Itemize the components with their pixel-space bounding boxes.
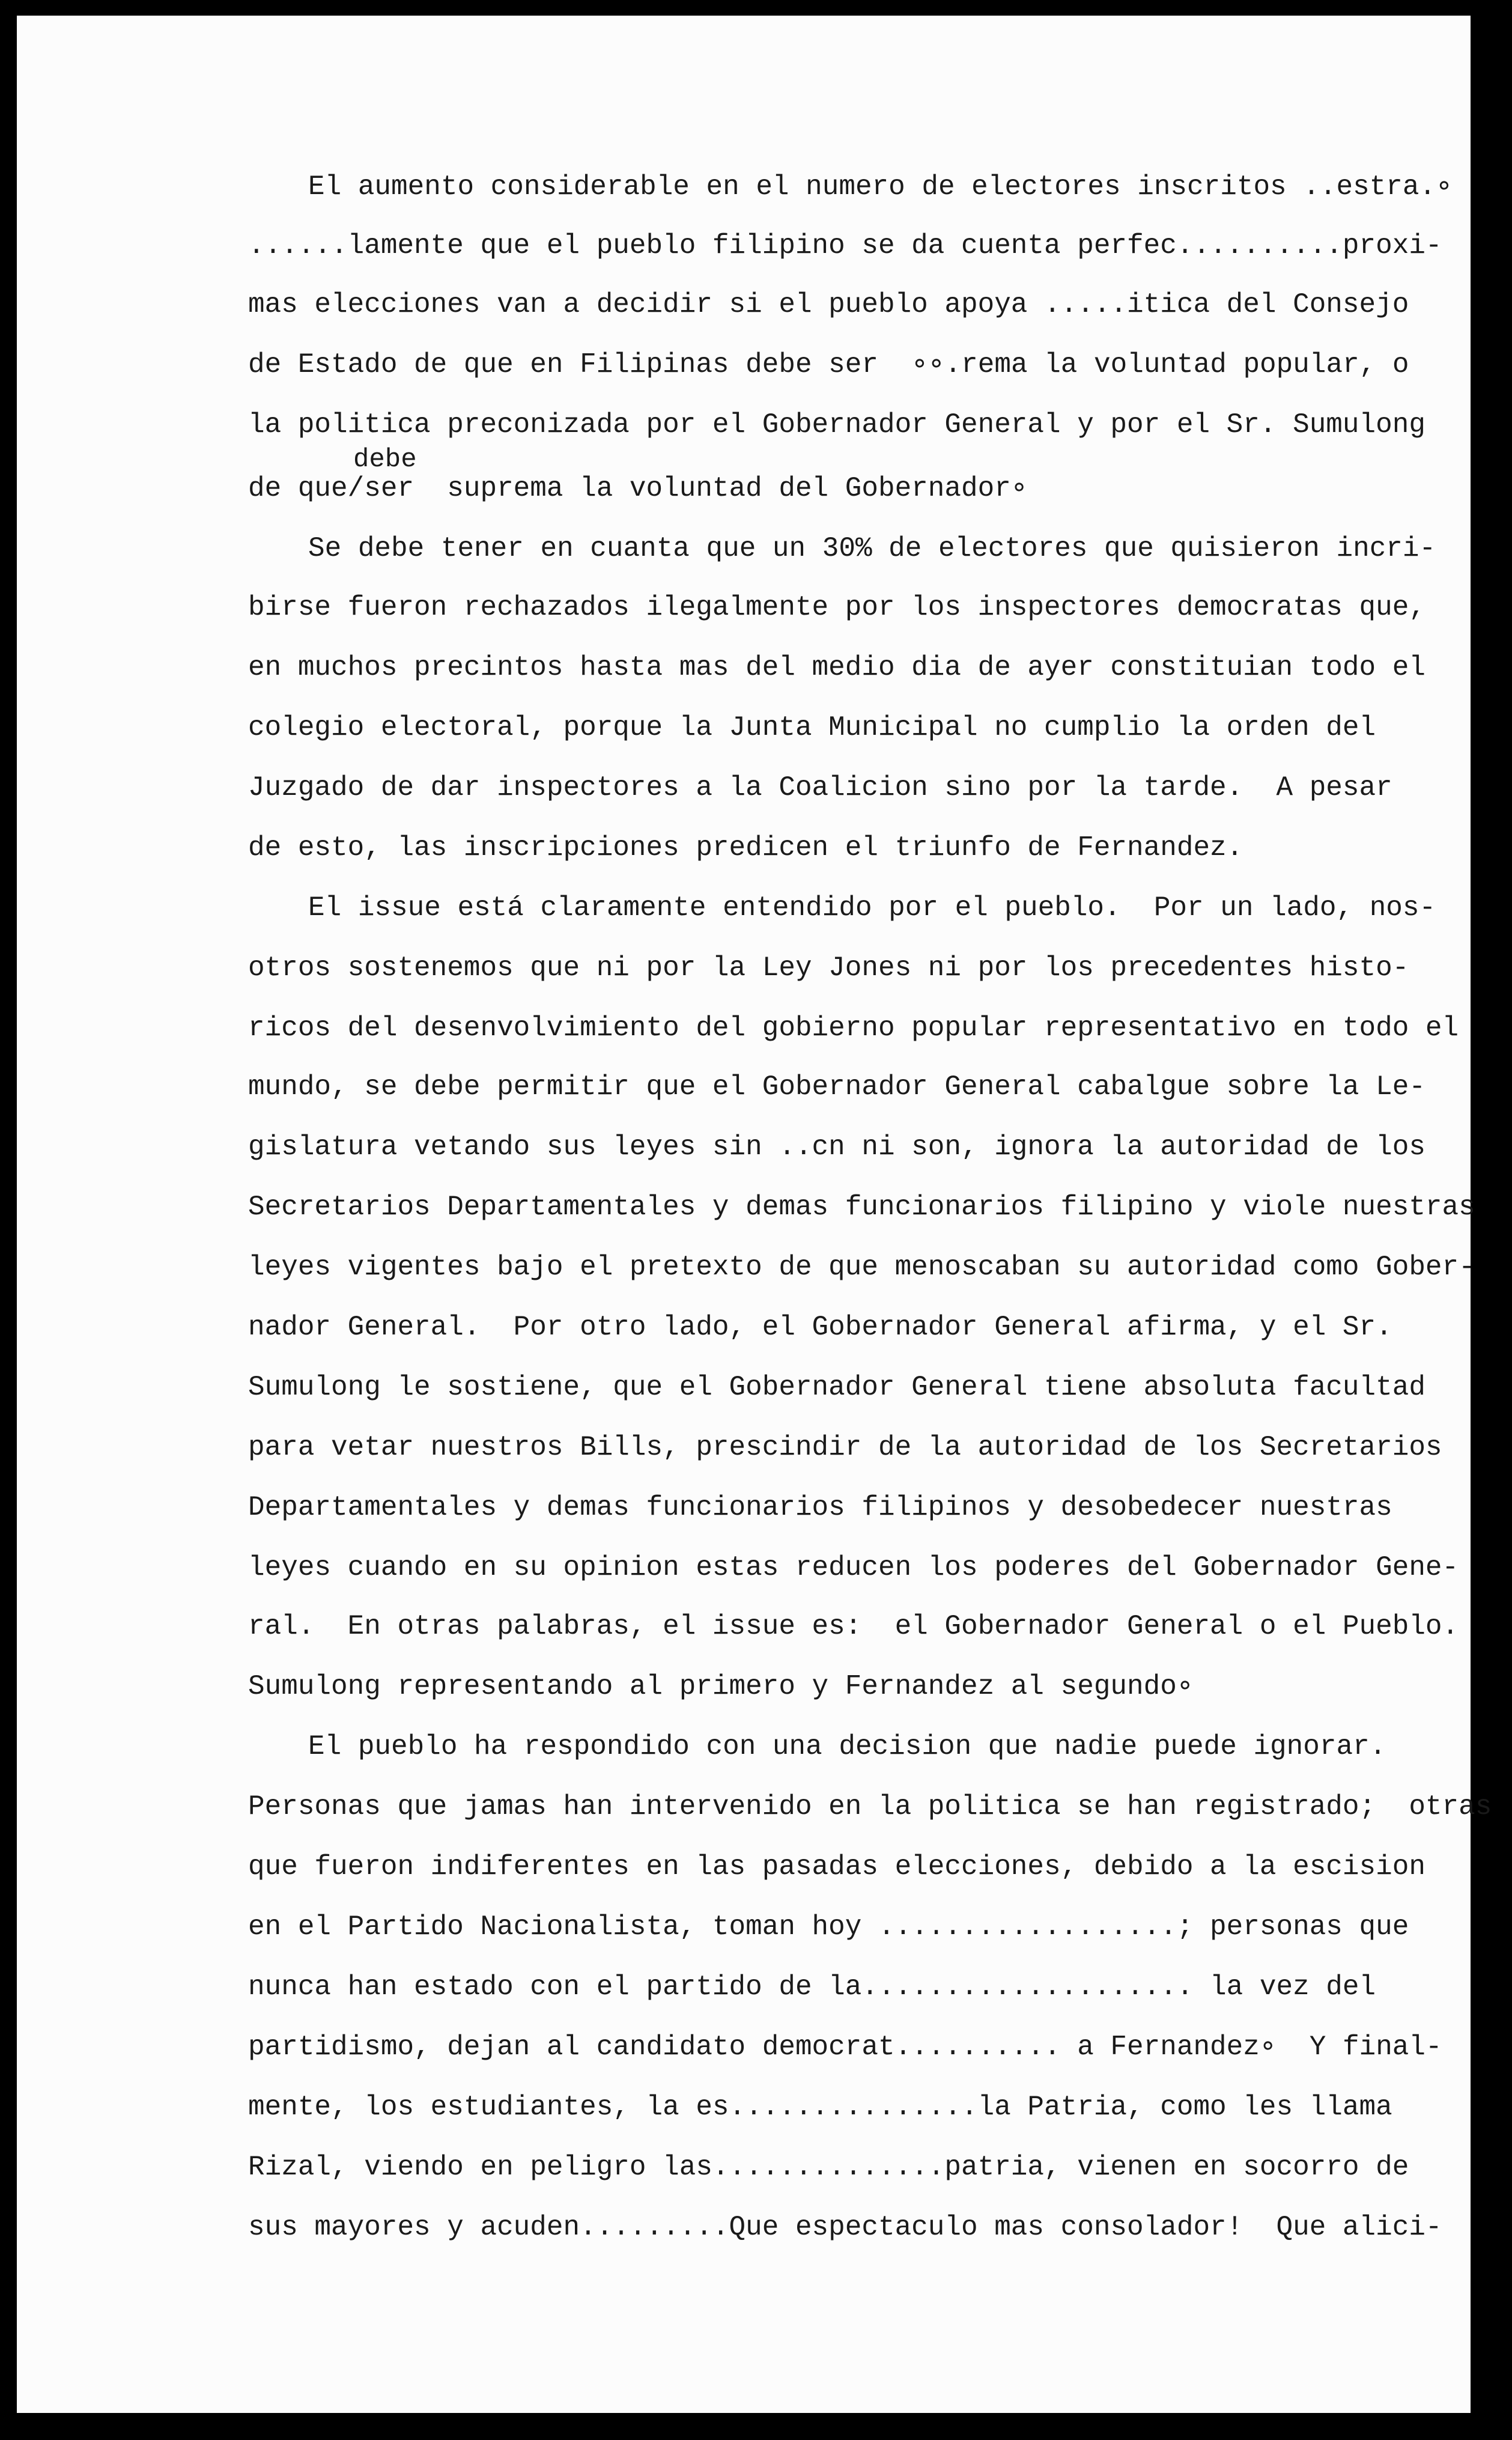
text-line: de Estado de que en Filipinas debe ser ∘∘.rema la voluntad popular, o	[248, 349, 1409, 380]
text-line: El issue está claramente entendido por el pueblo. Por un lado, nos-	[308, 892, 1436, 923]
text-line: Juzgado de dar inspectores a la Coalicion sino por la tarde. A pesar	[248, 772, 1392, 803]
text-line: partidismo, dejan al candidato democrat.......... a Fernandez∘ Y final-	[248, 2031, 1442, 2063]
text-line: ral. En otras palabras, el issue es: el Gobernador General o el Pueblo.	[248, 1611, 1459, 1642]
text-line: nunca han estado con el partido de la.................... la vez del	[248, 1971, 1376, 2003]
text-line: mas elecciones van a decidir si el pueblo apoya .....itica del Consejo	[248, 289, 1409, 320]
text-line: colegio electoral, porque la Junta Municipal no cumplio la orden del	[248, 712, 1376, 743]
text-line: Departamentales y demas funcionarios filipinos y desobedecer nuestras	[248, 1492, 1392, 1523]
text-line: otros sostenemos que ni por la Ley Jones ni por los precedentes histo-	[248, 952, 1409, 984]
text-line: que fueron indiferentes en las pasadas elecciones, debido a la escision	[248, 1851, 1425, 1882]
text-line: la politica preconizada por el Gobernador General y por el Sr. Sumulong	[248, 409, 1425, 440]
text-line: en muchos precintos hasta mas del medio dia de ayer constituian todo el	[248, 652, 1425, 683]
text-line: de que/ser suprema la voluntad del Gobernador∘	[248, 473, 1028, 504]
handwritten-insertion: debe	[353, 445, 417, 475]
text-line: sus mayores y acuden.........Que espectaculo mas consolador! Que alici-	[248, 2212, 1442, 2243]
text-line: gislatura vetando sus leyes sin ..cn ni son, ignora la autoridad de los	[248, 1131, 1425, 1163]
document-page	[17, 16, 1492, 2413]
text-line: Personas que jamas han intervenido en la politica se han registrado; otras	[248, 1791, 1492, 1822]
text-line: Sumulong representando al primero y Fernandez al segundo∘	[248, 1671, 1194, 1702]
text-line: Rizal, viendo en peligro las..............patria, vienen en socorro de	[248, 2152, 1409, 2183]
text-line: mundo, se debe permitir que el Gobernador General cabalgue sobre la Le-	[248, 1071, 1425, 1103]
text-line: de esto, las inscripciones predicen el triunfo de Fernandez.	[248, 832, 1243, 863]
text-line: en el Partido Nacionalista, toman hoy ..................; personas que	[248, 1911, 1409, 1943]
text-line: leyes vigentes bajo el pretexto de que menoscaban su autoridad como Gober-	[248, 1252, 1475, 1283]
text-line: mente, los estudiantes, la es...............la Patria, como les llama	[248, 2092, 1392, 2123]
text-line: Sumulong le sostiene, que el Gobernador General tiene absoluta facultad	[248, 1372, 1425, 1403]
text-line: birse fueron rechazados ilegalmente por los inspectores democratas que,	[248, 592, 1425, 623]
text-line: nador General. Por otro lado, el Gobernador General afirma, y el Sr.	[248, 1312, 1392, 1343]
text-line: El aumento considerable en el numero de electores inscritos ..estra.∘	[308, 171, 1453, 202]
text-line: ricos del desenvolvimiento del gobierno popular representativo en todo el	[248, 1012, 1459, 1044]
text-line: para vetar nuestros Bills, prescindir de la autoridad de los Secretarios	[248, 1432, 1442, 1463]
text-line: leyes cuando en su opinion estas reducen los poderes del Gobernador Gene-	[248, 1552, 1459, 1583]
text-line: Se debe tener en cuanta que un 30% de electores que quisieron incri-	[308, 533, 1436, 564]
text-line: El pueblo ha respondido con una decision que nadie puede ignorar.	[308, 1731, 1386, 1762]
text-line: ......lamente que el pueblo filipino se da cuenta perfec..........proxi-	[248, 230, 1442, 261]
text-line: Secretarios Departamentales y demas funcionarios filipino y viole nuestras	[248, 1191, 1475, 1223]
